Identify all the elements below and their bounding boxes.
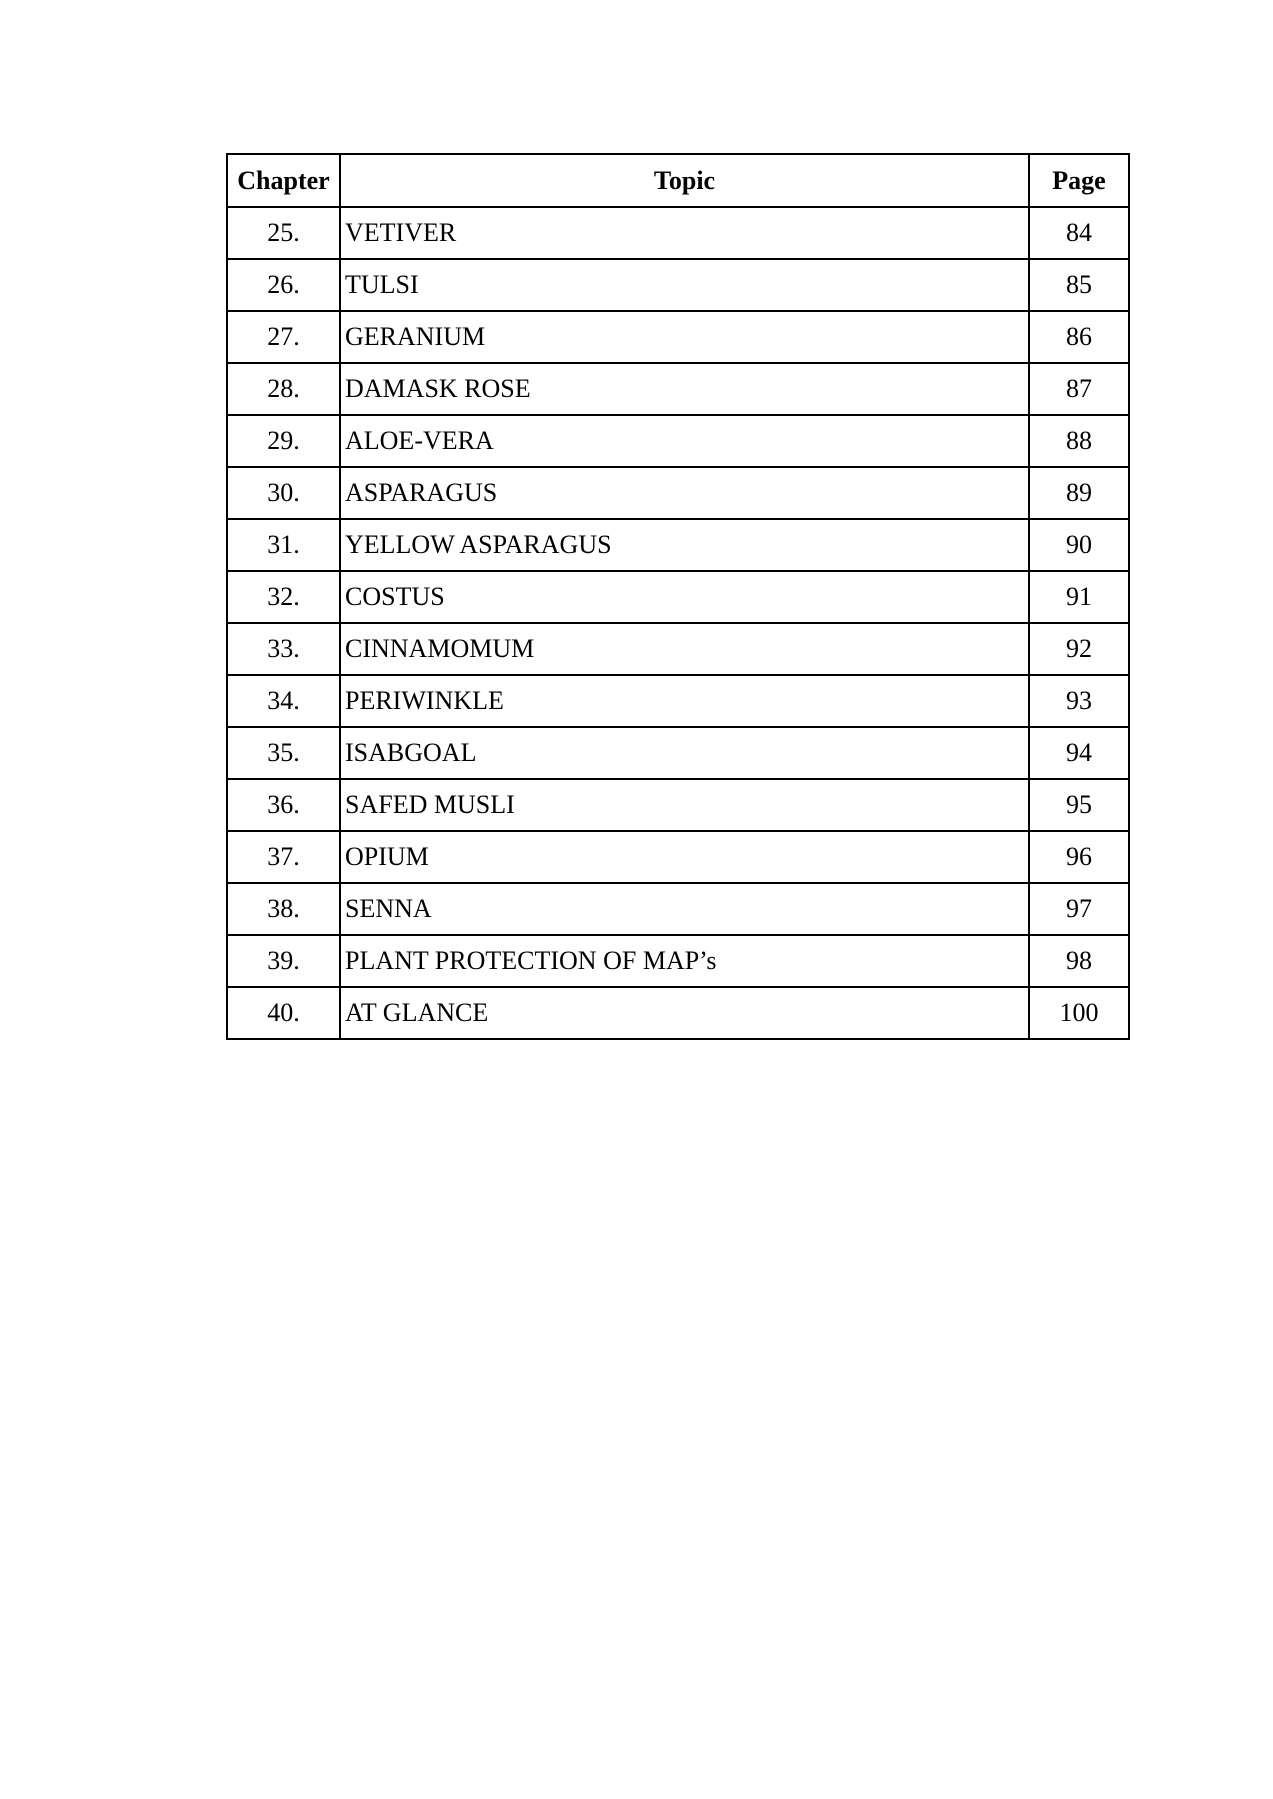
topic-title: ASPARAGUS	[340, 467, 1029, 519]
table-row	[227, 935, 1129, 987]
page-number: 100	[1029, 987, 1129, 1039]
page-number: 97	[1029, 883, 1129, 935]
page-number: 89	[1029, 467, 1129, 519]
table-row	[227, 207, 1129, 259]
page-number: 88	[1029, 415, 1129, 467]
topic-title: OPIUM	[340, 831, 1029, 883]
chapter-number: 36.	[227, 779, 340, 831]
table-row	[227, 311, 1129, 363]
chapter-number: 34.	[227, 675, 340, 727]
page-number: 96	[1029, 831, 1129, 883]
topic-title: COSTUS	[340, 571, 1029, 623]
page-number: 93	[1029, 675, 1129, 727]
topic-title: ALOE-VERA	[340, 415, 1029, 467]
chapter-number: 39.	[227, 935, 340, 987]
page-number: 87	[1029, 363, 1129, 415]
chapter-number: 30.	[227, 467, 340, 519]
topic-title: PLANT PROTECTION OF MAP’s	[340, 935, 1029, 987]
chapter-number: 26.	[227, 259, 340, 311]
page-number: 98	[1029, 935, 1129, 987]
topic-title: SAFED MUSLI	[340, 779, 1029, 831]
table-row	[227, 675, 1129, 727]
table-row	[227, 363, 1129, 415]
chapter-number: 40.	[227, 987, 340, 1039]
topic-title: PERIWINKLE	[340, 675, 1029, 727]
topic-title: ISABGOAL	[340, 727, 1029, 779]
chapter-number: 38.	[227, 883, 340, 935]
table-row	[227, 259, 1129, 311]
table-row	[227, 519, 1129, 571]
topic-title: VETIVER	[340, 207, 1029, 259]
page-number: 84	[1029, 207, 1129, 259]
page-number: 86	[1029, 311, 1129, 363]
topic-title: AT GLANCE	[340, 987, 1029, 1039]
header-page: Page	[1029, 154, 1129, 207]
header-chapter: Chapter	[227, 154, 340, 207]
topic-title: CINNAMOMUM	[340, 623, 1029, 675]
chapter-number: 37.	[227, 831, 340, 883]
chapter-number: 33.	[227, 623, 340, 675]
chapter-number: 31.	[227, 519, 340, 571]
table-header-row	[227, 154, 1129, 207]
table-of-contents	[226, 153, 1130, 1040]
chapter-number: 32.	[227, 571, 340, 623]
page-number: 91	[1029, 571, 1129, 623]
page-number: 90	[1029, 519, 1129, 571]
chapter-number: 29.	[227, 415, 340, 467]
table-row	[227, 623, 1129, 675]
topic-title: YELLOW ASPARAGUS	[340, 519, 1029, 571]
table-row	[227, 571, 1129, 623]
table-row	[227, 987, 1129, 1039]
table-row	[227, 883, 1129, 935]
topic-title: SENNA	[340, 883, 1029, 935]
table-row	[227, 415, 1129, 467]
table-row	[227, 727, 1129, 779]
table-row	[227, 831, 1129, 883]
chapter-number: 28.	[227, 363, 340, 415]
topic-title: TULSI	[340, 259, 1029, 311]
chapter-number: 25.	[227, 207, 340, 259]
page-number: 95	[1029, 779, 1129, 831]
header-topic: Topic	[340, 154, 1029, 207]
table-row	[227, 467, 1129, 519]
chapter-number: 35.	[227, 727, 340, 779]
table-row	[227, 779, 1129, 831]
page-number: 92	[1029, 623, 1129, 675]
page-number: 85	[1029, 259, 1129, 311]
topic-title: DAMASK ROSE	[340, 363, 1029, 415]
chapter-number: 27.	[227, 311, 340, 363]
page-number: 94	[1029, 727, 1129, 779]
topic-title: GERANIUM	[340, 311, 1029, 363]
